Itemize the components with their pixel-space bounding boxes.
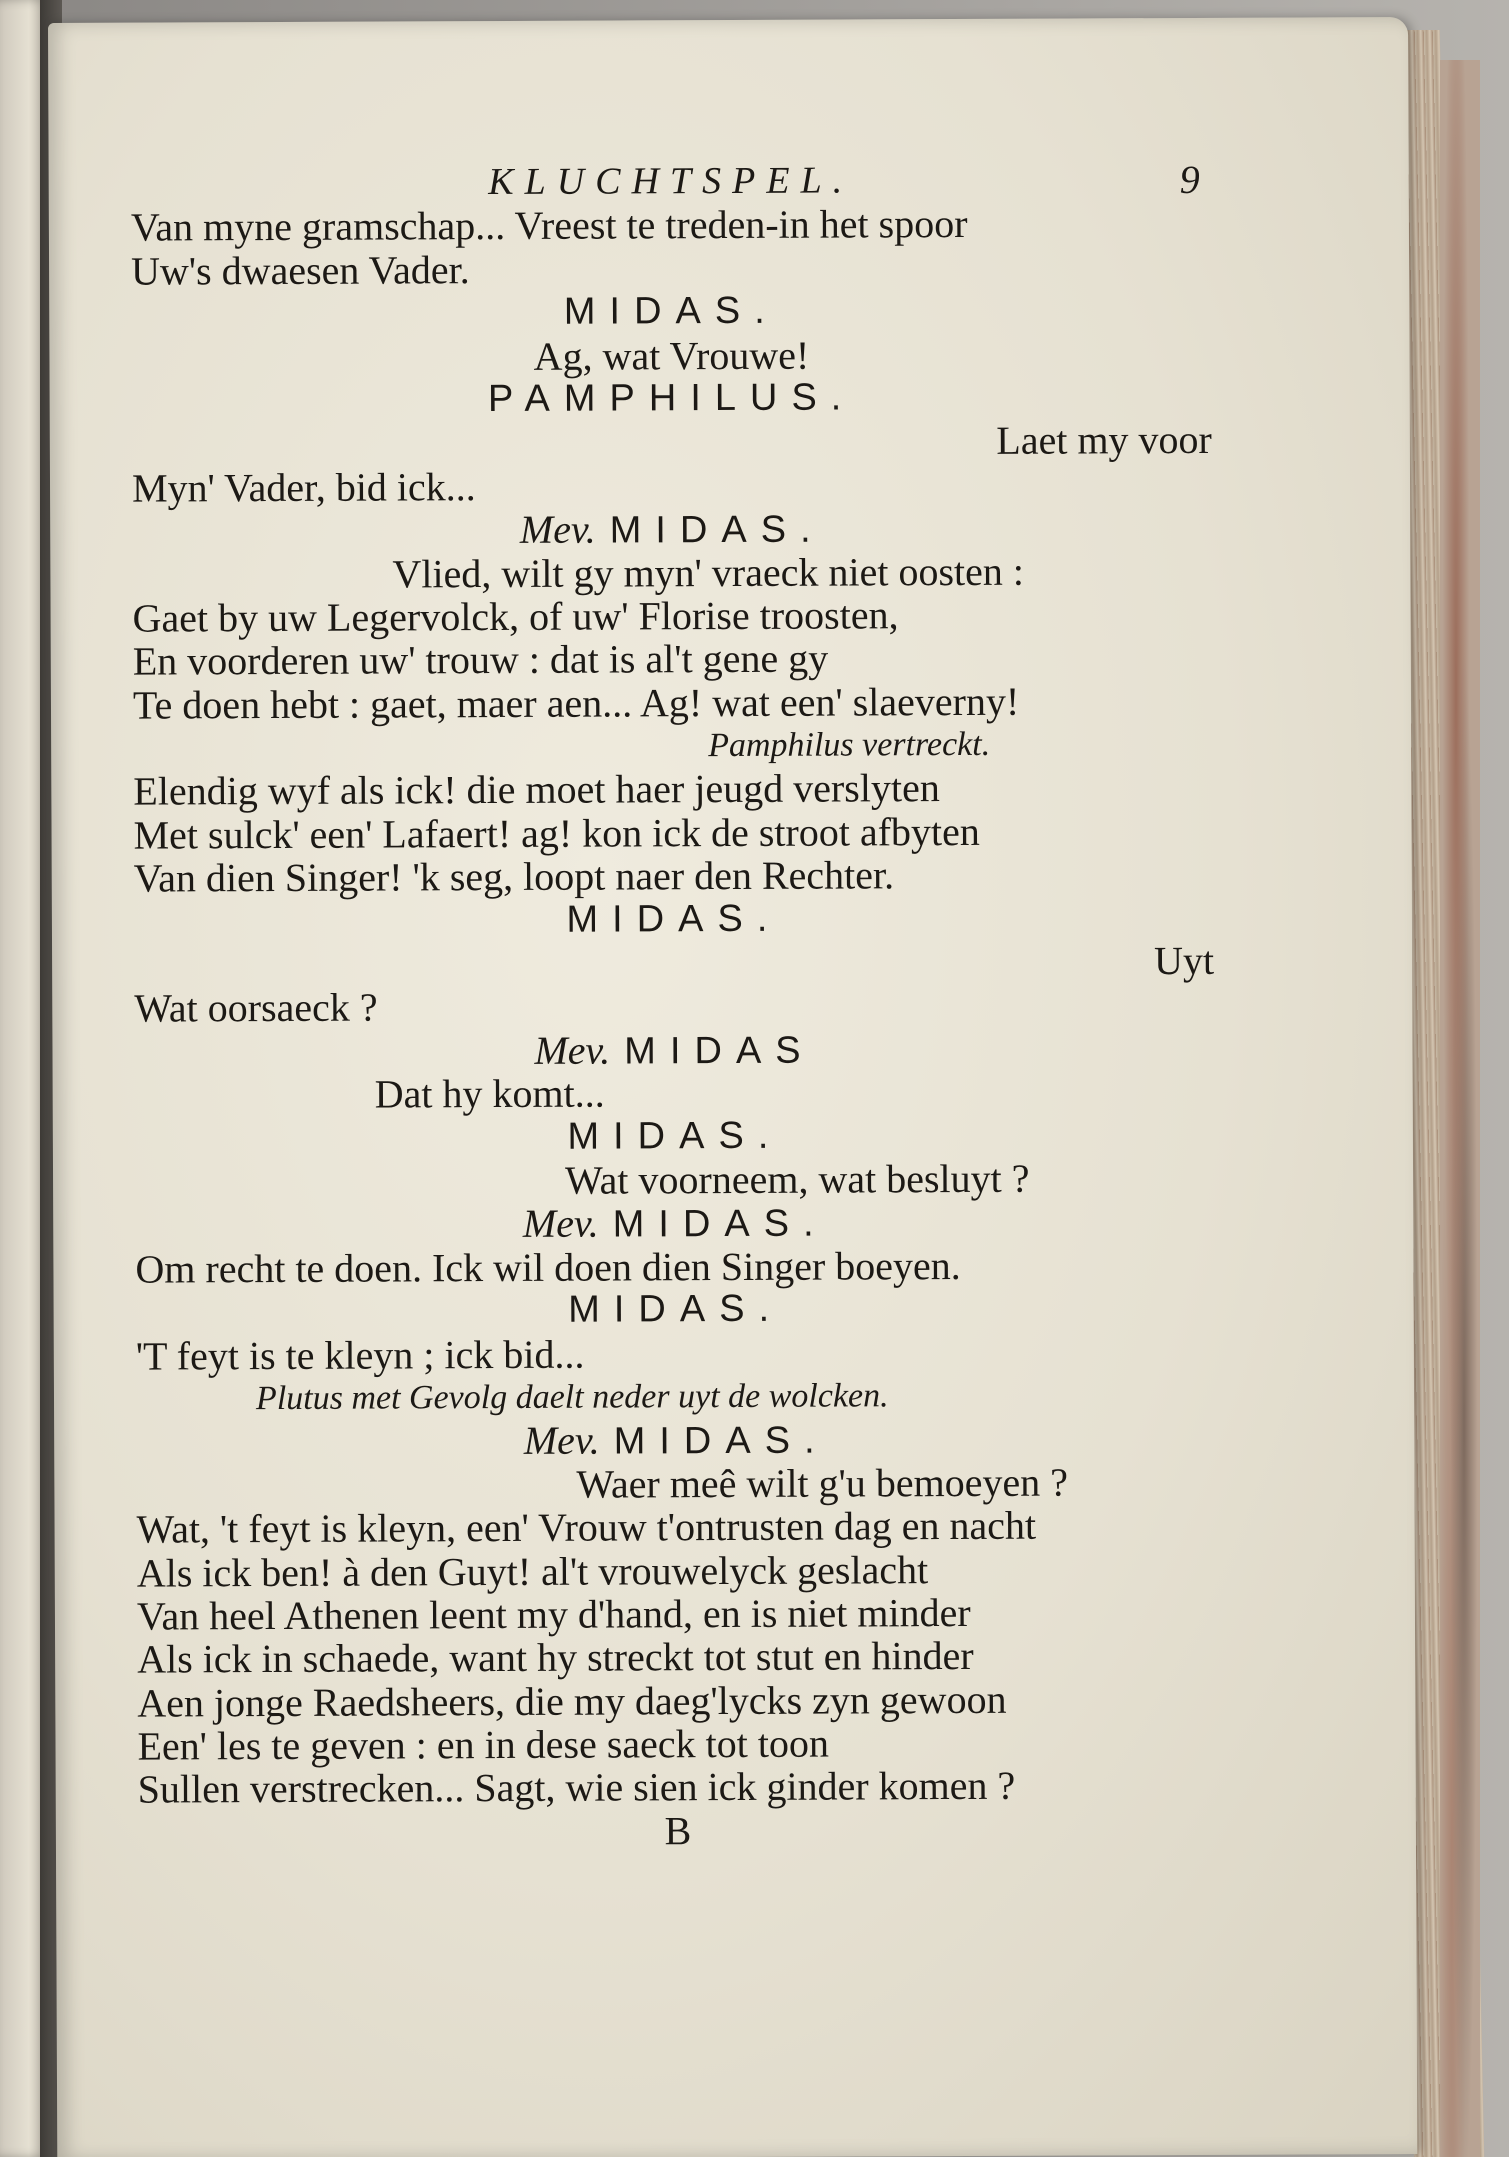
verse-line: Een' les te geven : en in dese saeck tot toon (137, 1720, 830, 1769)
speaker-prefix: Mev. (523, 1417, 600, 1464)
verse-line: Van dien Singer! 'k seg, loopt naer den Rechter. (133, 852, 895, 901)
verse-line: Sullen verstrecken... Sagt, wie sien ick ginder komen ? (137, 1763, 1016, 1813)
speaker-heading: MIDAS. (563, 289, 779, 333)
verse-line: Van heel Athenen leent my d'hand, en is niet minder (136, 1589, 971, 1639)
speaker-heading: MIDAS. (568, 1287, 784, 1331)
book-page (48, 17, 1417, 2157)
verse-line: Met sulck' een' Lafaert! ag! kon ick de stroot afbyten (133, 808, 980, 858)
speaker-heading (135, 1199, 1215, 1247)
verse-line: Elendig wyf als ick! die moet haer jeugd verslyten (133, 765, 940, 815)
verse-line: Waer meê wilt g'u bemoeyen ? (576, 1459, 1069, 1507)
marbled-cover-edge (1440, 60, 1480, 2157)
verse-line: Wat, 't feyt is kleyn, een' Vrouw t'ontrusten dag en nacht (136, 1502, 1037, 1552)
verse-line: Gaet by uw Legervolck, of uw' Florise troosten, (132, 592, 899, 641)
speaker-prefix: Mev. (519, 506, 596, 553)
speaker-name: MIDAS. (613, 1419, 829, 1463)
verse-line: Te doen hebt : gaet, maer aen... Ag! wat een' slaeverny! (132, 678, 1020, 728)
speaker-heading (132, 505, 1212, 553)
speaker-prefix: Mev. (522, 1200, 599, 1247)
speaker-heading: PAMPHILUS. (487, 376, 856, 421)
verse-line: Aen jonge Raedsheers, die my daeg'lycks zyn gewoon (137, 1676, 1007, 1726)
stage-direction: Plutus met Gevolg daelt neder uyt de wolcken. (255, 1377, 889, 1418)
speaker-heading (136, 1416, 1216, 1464)
verse-line: Wat oorsaeck ? (134, 984, 378, 1032)
speaker-heading: MIDAS. (566, 897, 782, 941)
speaker-heading: MIDAS. (567, 1114, 783, 1158)
verse-line: En voorderen uw' trouw : dat is al't gene gy (132, 635, 829, 684)
verse-line: Als ick ben! à den Guyt! al't vrouwelyck geslacht (136, 1546, 929, 1596)
verse-line: Wat voorneem, wat besluyt ? (564, 1155, 1030, 1203)
stage-direction: Pamphilus vertreckt. (708, 725, 991, 765)
verse-line: Dat hy komt... (374, 1070, 605, 1117)
verse-line: Om recht te doen. Ick wil doen dien Singer boeyen. (135, 1242, 961, 1292)
speaker-name: MIDAS (624, 1029, 815, 1073)
verse-line: Uw's dwaesen Vader. (130, 246, 470, 294)
running-head (131, 158, 1211, 206)
verse-line: Van myne gramschap... Vreest te treden-in het spoor (130, 201, 968, 250)
verse-line: Vlied, wilt gy myn' vraeck niet oosten : (392, 548, 1025, 596)
speaker-name: MIDAS. (609, 508, 825, 552)
speaker-name: MIDAS. (612, 1202, 828, 1246)
page-text (131, 158, 1218, 1855)
page-number: 9 (1179, 156, 1211, 203)
running-head-title: KLUCHTSPEL. (488, 159, 854, 204)
verse-line: Uyt (1154, 937, 1215, 984)
speaker-prefix: Mev. (534, 1027, 611, 1073)
verse-line: Ag, wat Vrouwe! (533, 332, 810, 379)
verse-line: Als ick in schaede, want hy streckt tot stut en hinder (137, 1633, 974, 1682)
signature-mark: B (664, 1808, 692, 1854)
verse-line: Myn' Vader, bid ick... (131, 463, 476, 511)
speaker-heading (134, 1026, 1214, 1074)
verse-line: 'T feyt is te kleyn ; ick bid... (135, 1331, 585, 1379)
verse-line: Laet my voor (996, 417, 1212, 464)
